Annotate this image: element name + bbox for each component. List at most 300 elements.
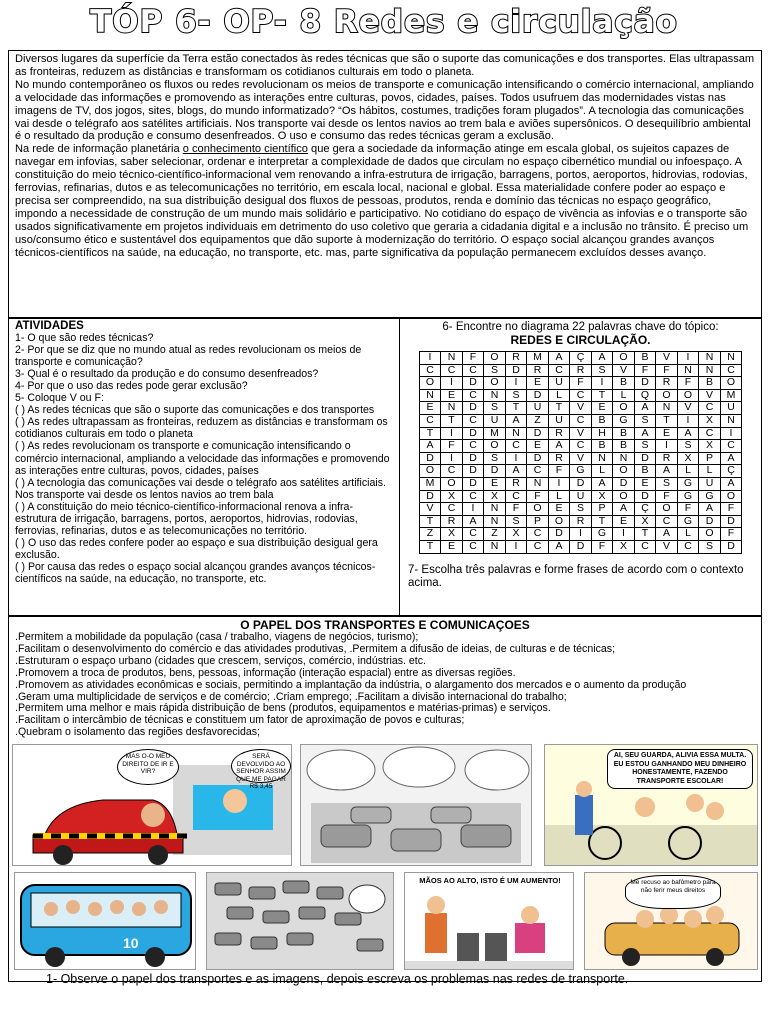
wordsearch-cell: U [570,490,592,503]
activity-line: ( ) As redes ultrapassam as fronteiras, reduzem as distâncias e transformam os cotidianos culturais em todo o planeta [15,416,388,441]
wordsearch-cell: X [613,540,635,553]
wordsearch-cell: X [677,452,699,465]
wordsearch-cell: M [484,427,506,440]
wordsearch-cell: S [656,477,678,490]
wordsearch-cell: N [441,402,463,415]
wordsearch-cell: R [548,427,570,440]
wordsearch-cell: R [570,364,592,377]
wordsearch-cell: I [591,377,613,390]
wordsearch-cell: E [634,477,656,490]
wordsearch-cell: C [677,540,699,553]
wordsearch-cell: B [634,352,656,365]
wordsearch-cell: A [720,477,742,490]
wordsearch-cell: R [505,352,527,365]
wordsearch-cell: N [441,352,463,365]
cartoon-crowded-bus [14,872,196,970]
activity-line: 4- Por que o uso das redes pode gerar exclusão? [15,380,248,393]
wordsearch-cell: A [613,503,635,516]
wordsearch-cell: T [505,402,527,415]
wordsearch-cell: T [591,389,613,402]
wordsearch-cell: C [462,490,484,503]
wordsearch-cell: S [634,414,656,427]
wordsearch-cell: R [656,377,678,390]
wordsearch-cell: L [699,465,721,478]
wordsearch-cell: T [419,540,441,553]
wordsearch-cell: N [613,452,635,465]
wordsearch-cell: O [613,402,635,415]
wordsearch-cell: Z [419,528,441,541]
intro-paragraph-3 [15,143,755,259]
footer-question: 1- Observe o papel dos transportes e as imagens, depois escreva os problemas nas redes de transporte. [46,972,629,986]
wordsearch-row [419,402,742,415]
wordsearch-cell: N [484,503,506,516]
wordsearch-cell: B [613,440,635,453]
wordsearch-cell: V [613,364,635,377]
svg-text:10: 10 [123,935,139,951]
wordsearch-cell: O [419,377,441,390]
wordsearch-cell: C [505,440,527,453]
wordsearch-cell: S [634,440,656,453]
wordsearch-box [399,318,762,616]
wordsearch-cell: S [570,503,592,516]
wordsearch-cell: N [656,402,678,415]
wordsearch-cell: F [677,503,699,516]
wordsearch-cell: D [634,377,656,390]
wordsearch-cell: N [720,414,742,427]
wordsearch-row [419,414,742,427]
wordsearch-cell: C [570,414,592,427]
wordsearch-cell: I [462,503,484,516]
wordsearch-cell: G [677,515,699,528]
wordsearch-cell: N [699,364,721,377]
transport-item: .Permitem a mobilidade da população (casa / trabalho, viagens de negócios, turismo); [15,631,419,643]
wordsearch-cell: X [484,490,506,503]
wordsearch-cell: T [634,528,656,541]
wordsearch-cell: I [570,528,592,541]
wordsearch-cell: T [656,414,678,427]
wordsearch-grid [419,351,743,554]
wordsearch-cell: F [591,540,613,553]
wordsearch-cell: N [484,389,506,402]
wordsearch-cell: E [527,440,549,453]
activity-line: 2- Por que se diz que no mundo atual as redes revolucionam os meios de transporte e comunicação? [15,344,362,369]
wordsearch-cell: V [419,503,441,516]
wordsearch-cell: I [613,528,635,541]
transport-item: .Facilitam o desenvolvimento do comércio e das atividades produtivas, .Permitem a difusão de ideias, de culturas e de técnicas; [15,642,616,655]
wordsearch-cell: I [505,377,527,390]
wordsearch-cell: D [419,490,441,503]
activities-heading: ATIVIDADES [15,320,84,332]
wordsearch-cell: C [462,414,484,427]
wordsearch-cell: S [505,389,527,402]
wordsearch-cell: T [591,515,613,528]
wordsearch-cell: D [527,389,549,402]
wordsearch-cell: S [484,364,506,377]
wordsearch-cell: C [441,364,463,377]
wordsearch-cell: O [441,477,463,490]
wordsearch-cell: E [591,402,613,415]
transport-item: .Promovem as atividades econômicas e sociais, permitindo a implantação da indústria, o alargamento dos mercados e o aumento da produção [15,678,687,691]
wordsearch-cell: I [441,427,463,440]
wordsearch-cell: A [677,427,699,440]
wordsearch-cell: O [548,515,570,528]
wordsearch-cell: L [548,490,570,503]
cartoon-traffic-jam [300,744,532,866]
wordsearch-cell: O [699,528,721,541]
transport-item: .Promovem a troca de produtos, bens, pessoas, informação (interação espacial) entre as diversas regiões. [15,666,516,679]
wordsearch-cell: O [484,352,506,365]
transport-item: .Geram uma multiplicidade de serviços e de comércio; .Criam emprego; .Facilitam a divisão internacional do trabalho; [15,690,567,703]
wordsearch-cell: F [505,503,527,516]
wordsearch-cell: D [634,452,656,465]
wordsearch-cell: T [441,414,463,427]
wordsearch-cell: G [591,528,613,541]
wordsearch-cell: D [462,402,484,415]
wordsearch-cell: C [527,465,549,478]
wordsearch-cell: I [720,427,742,440]
wordsearch-cell: B [591,414,613,427]
wordsearch-cell: A [548,352,570,365]
wordsearch-cell: U [484,414,506,427]
wordsearch-row [419,377,742,390]
wordsearch-cell: O [720,377,742,390]
wordsearch-cell: E [441,540,463,553]
wordsearch-cell: G [677,490,699,503]
wordsearch-cell: N [720,352,742,365]
wordsearch-cell: D [419,452,441,465]
wordsearch-cell: D [462,452,484,465]
wordsearch-cell: D [462,377,484,390]
wordsearch-row [419,540,742,553]
wordsearch-cell: C [548,364,570,377]
wordsearch-cell: M [419,477,441,490]
wordsearch-row [419,427,742,440]
wordsearch-cell: I [677,414,699,427]
wordsearch-cell: F [634,364,656,377]
wordsearch-row [419,490,742,503]
wordsearch-cell: F [656,490,678,503]
wordsearch-cell: N [591,452,613,465]
wordsearch-cell: N [484,540,506,553]
wordsearch-cell: C [699,402,721,415]
wordsearch-cell: S [677,440,699,453]
wordsearch-cell: M [720,389,742,402]
wordsearch-cell: R [505,477,527,490]
wordsearch-row [419,352,742,365]
wordsearch-cell: D [462,477,484,490]
wordsearch-cell: X [699,440,721,453]
wordsearch-row [419,364,742,377]
wordsearch-row [419,503,742,516]
wordsearch-cell: O [527,503,549,516]
wordsearch-cell: A [419,440,441,453]
wordsearch-cell: C [462,540,484,553]
wordsearch-cell: N [505,427,527,440]
wordsearch-cell: F [656,364,678,377]
crowded-bus-illustration [15,873,196,970]
wordsearch-cell: H [591,427,613,440]
wordsearch-cell: D [505,364,527,377]
wordsearch-cell: Ç [634,503,656,516]
speech-bubble: SERÁ DEVOLVIDO AO SENHOR ASSIM QUE ME PAGAR R$ 3,45 [231,749,291,783]
wordsearch-cell: F [677,377,699,390]
wordsearch-instruction: 6- Encontre no diagrama 22 palavras chave do tópico: [442,321,719,333]
wordsearch-cell: O [484,377,506,390]
wordsearch-cell: T [548,402,570,415]
wordsearch-cell: F [570,377,592,390]
wordsearch-cell: R [441,515,463,528]
transport-item: .Facilitam o intercâmbio de técnicas e constituem um fator de aproximação de povos e culturas; [15,714,465,727]
wordsearch-cell: O [656,503,678,516]
wordsearch-cell: D [548,528,570,541]
wordsearch-cell: N [699,352,721,365]
cartoon-city-traffic [206,872,394,970]
wordsearch-cell: B [591,440,613,453]
wordsearch-cell: B [699,377,721,390]
wordsearch-cell: E [548,503,570,516]
intro-p3-start: Na rede de informação planetária [15,143,183,156]
wordsearch-cell: F [720,528,742,541]
transport-heading: O PAPEL DOS TRANSPORTES E COMUNICAÇOES [240,618,530,632]
wordsearch-row [419,477,742,490]
cartoon-toll-car [12,744,292,866]
wordsearch-cell: C [527,540,549,553]
wordsearch-cell: B [613,427,635,440]
activities-box [8,318,400,616]
wordsearch-cell: D [720,540,742,553]
wordsearch-cell: O [677,389,699,402]
wordsearch-cell: D [613,477,635,490]
wordsearch-cell: R [570,515,592,528]
activity-line: ( ) Por causa das redes o espaço social alcançou grandes avanços técnicos-científicos na saúde, na educação, no transporte, etc. [15,560,376,585]
wordsearch-cell: C [505,490,527,503]
wordsearch-cell: S [484,402,506,415]
wordsearch-cell: V [570,427,592,440]
wordsearch-cell: V [656,540,678,553]
wordsearch-cell: C [441,465,463,478]
wordsearch-cell: V [677,402,699,415]
transport-item: .Estruturam o espaço urbano (cidades que crescem, serviços, comércio, indústrias. etc. [15,654,426,667]
wordsearch-cell: S [484,452,506,465]
wordsearch-cell: A [634,427,656,440]
wordsearch-row [419,452,742,465]
wordsearch-cell: U [548,377,570,390]
wordsearch-cell: A [591,352,613,365]
wordsearch-cell: G [613,414,635,427]
wordsearch-cell: D [484,465,506,478]
wordsearch-cell: D [570,477,592,490]
wordsearch-cell: L [591,465,613,478]
cartoon-school-transport [544,744,758,866]
wordsearch-cell: S [699,540,721,553]
wordsearch-cell: U [720,402,742,415]
intro-paragraph-1: Diversos lugares da superfície da Terra estão conectados às redes técnicas que são o suporte das comunicações e dos transportes. Elas ultrapassam as fronteiras, reduzem as distâncias e transformam os cotidianos culturais em todo o planeta. [15,53,755,78]
wordsearch-cell: X [591,490,613,503]
wordsearch-cell: A [505,414,527,427]
wordsearch-cell: G [677,477,699,490]
wordsearch-cell: E [527,377,549,390]
wordsearch-cell: N [527,477,549,490]
wordsearch-cell: I [656,440,678,453]
wordsearch-cell: I [505,540,527,553]
wordsearch-cell: C [570,440,592,453]
wordsearch-cell: O [613,490,635,503]
wordsearch-cell: R [527,364,549,377]
robbery-illustration [405,873,574,970]
wordsearch-cell: I [505,452,527,465]
wordsearch-cell: E [656,427,678,440]
wordsearch-cell: Z [527,414,549,427]
wordsearch-row [419,389,742,402]
wordsearch-cell: V [656,352,678,365]
wordsearch-cell: C [527,528,549,541]
wordsearch-cell: A [699,503,721,516]
wordsearch-row [419,440,742,453]
wordsearch-heading: REDES E CIRCULAÇÃO. [510,333,651,347]
wordsearch-cell: A [591,477,613,490]
wordsearch-cell: C [441,503,463,516]
wordsearch-cell: U [548,414,570,427]
wordsearch-cell: C [462,528,484,541]
wordsearch-cell: I [419,352,441,365]
transport-item: .Quebram o isolamento das regiões desfavorecidas; [15,726,260,739]
wordsearch-cell: V [699,389,721,402]
cartoon-banner: AI, SEU GUARDA, ALIVIA ESSA MULTA. EU ESTOU GANHANDO MEU DINHEIRO HONESTAMENTE, FAZENDO TRANSPORTE ESCOLAR! [607,749,753,789]
wordsearch-cell: D [699,515,721,528]
wordsearch-cell: T [419,515,441,528]
wordsearch-cell: C [634,540,656,553]
wordsearch-cell: F [462,352,484,365]
wordsearch-cell: U [527,402,549,415]
wordsearch-cell: O [613,352,635,365]
wordsearch-cell: D [570,540,592,553]
wordsearch-cell: F [527,490,549,503]
wordsearch-cell: F [720,503,742,516]
wordsearch-cell: C [656,515,678,528]
activity-line: ( ) A constituição do meio técnico-científico-informacional renova a infra-estrutura de irrigação, barragens, portos, aeroportos, hidrovias, rodovias, ferrovias, refinarias, dutos e as telecomunicações no território. [15,500,358,537]
wordsearch-cell: O [613,465,635,478]
wordsearch-cell: D [527,427,549,440]
wordsearch-cell: P [591,503,613,516]
wordsearch-cell: G [570,465,592,478]
wordsearch-row [419,528,742,541]
wordsearch-cell: O [484,440,506,453]
wordsearch-row [419,515,742,528]
activity-line: 1- O que são redes técnicas? [15,332,154,345]
wordsearch-cell: A [462,515,484,528]
wordsearch-cell: I [441,452,463,465]
wordsearch-cell: O [419,465,441,478]
speech-bubble: Me recuso ao bafômetro para não ferir meus direitos [625,875,721,909]
wordsearch-cell: N [419,389,441,402]
wordsearch-cell: L [677,465,699,478]
wordsearch-cell: E [419,402,441,415]
wordsearch-cell: V [570,452,592,465]
wordsearch-cell: B [634,465,656,478]
wordsearch-cell: C [462,364,484,377]
wordsearch-cell: I [677,352,699,365]
wordsearch-row [419,465,742,478]
wordsearch-cell: X [505,528,527,541]
activity-line: ( ) As redes técnicas que são o suporte das comunicações e dos transportes [15,404,375,417]
cartoon-robbery [404,872,574,970]
page-title: TÓP 6- OP- 8 Redes e circulação [90,4,678,40]
wordsearch-cell: A [505,465,527,478]
wordsearch-cell: A [634,402,656,415]
wordsearch-cell: E [613,515,635,528]
transport-item: .Permitem uma melhor e mais rápida distribuição de bens (produtos, equipamentos e matérias-primas) e serviços. [15,702,551,715]
wordsearch-cell: A [720,452,742,465]
wordsearch-cell: T [419,427,441,440]
wordsearch-cell: R [548,452,570,465]
wordsearch-cell: P [527,515,549,528]
wordsearch-cell: S [505,515,527,528]
speech-bubble: MAS O-O MEU DIREITO DE IR E VIR? [117,749,179,785]
wordsearch-cell: Ç [570,352,592,365]
wordsearch-cell: Q [634,389,656,402]
wordsearch-cell: L [677,528,699,541]
wordsearch-cell: X [441,490,463,503]
wordsearch-cell: A [548,440,570,453]
activity-line: 5- Coloque V ou F: [15,392,104,405]
wordsearch-cell: C [419,414,441,427]
wordsearch-cell: D [720,515,742,528]
wordsearch-cell: Z [484,528,506,541]
wordsearch-cell: C [570,389,592,402]
activity-line: ( ) O uso das redes confere poder ao espaço e sua distribuição desigual gera exclusão. [15,536,378,561]
wordsearch-cell: A [656,465,678,478]
intro-paragraph-2: No mundo contemporâneo os fluxos ou redes revolucionam os meios de transporte e comunicação intensificando o comércio internacional, ampliando a velocidade das informações e promovendo as interações entre culturas, povos, cidades, países. Todos usufruem das modernidades vistas nas imagens de TV, dos jogos, sites, blogs, do mundo informatizado? “Os hábitos, costumes, tradições foram plugados”. A tecnologia das comunicações vai desde o telégrafo aos satélites artificiais. Nos transporte vai desde os lentos navios ao trem bala e aviões supersônicos. O desequilíbrio ambiental é o resultado da produção e consumo desenfreados. O uso e consumo das redes técnicas geram a exclusão. [15,78,754,143]
wordsearch-cell: X [441,528,463,541]
wordsearch-cell: E [484,477,506,490]
wordsearch-cell: F [441,440,463,453]
wordsearch-cell: U [699,477,721,490]
wordsearch-cell: C [462,440,484,453]
wordsearch-cell: O [656,389,678,402]
wordsearch-cell: D [527,452,549,465]
wordsearch-cell: Ç [720,465,742,478]
wordsearch-cell: D [462,427,484,440]
wordsearch-cell: M [527,352,549,365]
wordsearch-cell: C [419,364,441,377]
wordsearch-cell: N [677,364,699,377]
activity-line: 3- Qual é o resultado da produção e do consumo desenfreados? [15,368,319,381]
wordsearch-cell: C [462,389,484,402]
traffic-jam-illustration [301,745,532,866]
activity-line: ( ) A tecnologia das comunicações vai desde o telégrafo aos satélites artificiais. Nos transporte vai desde os lentos navios ao trem bala [15,476,386,501]
wordsearch-cell: N [484,515,506,528]
intro-text-box [8,50,762,318]
wordsearch-cell: C [699,427,721,440]
city-traffic-illustration [207,873,394,970]
cartoon-caption: MÃOS AO ALTO, ISTO É UM AUMENTO! [419,876,561,885]
wordsearch-cell: R [656,452,678,465]
intro-p3-end: que gera a sociedade da informação atinge em escala global, os sujeitos capazes de navegar em infovias, saber selecionar, ordenar e interpretar a complexidade de dados que circulam no espaço cibernético mundial ou infoespaço. A constituição do meio técnico-científico-informacional vem renovando a infra-estrutura de irrigação, barragens, portos, aeroportos, hidrovias, rodovias, ferrovias, refinarias, dutos e as telecomunicações no território, em escala local, nacional e global. Essa materialidade confere poder ao espaço e precisa ser compreendido, na sua distribuição desigual dos fluxos de pessoas, produtos, renda e domínio das técnicas no espaço geográfico, impondo a necessidade de construção de um mundo mais solidário e participativo. No cotidiano do espaço de vivência as infovias e o transporte são usados significativamente em projetos individuais em detrimento do uso coletivo que geraria a cidadania digital e a inclusão no trânsito. É preciso um uso/consumo ético e sustentável dos equipamentos que dão suporte à modernização do território. O espaço social alcançou grandes avanços técnicos-científicos na saúde, na educação, no transporte, etc. mas, parte significativa da população permanecem excluídos desses avanço. [15,143,749,259]
wordsearch-cell: L [613,389,635,402]
wordsearch-cell: F [548,465,570,478]
question-7: 7- Escolha três palavras e forme frases de acordo com o contexto acima. [408,563,744,589]
wordsearch-cell: V [570,402,592,415]
wordsearch-cell: L [548,389,570,402]
wordsearch-cell: X [634,515,656,528]
wordsearch-cell: D [634,490,656,503]
wordsearch-cell: X [699,414,721,427]
wordsearch-cell: C [720,364,742,377]
wordsearch-cell: D [462,465,484,478]
wordsearch-cell: A [656,528,678,541]
wordsearch-cell: B [613,377,635,390]
wordsearch-cell: E [441,389,463,402]
